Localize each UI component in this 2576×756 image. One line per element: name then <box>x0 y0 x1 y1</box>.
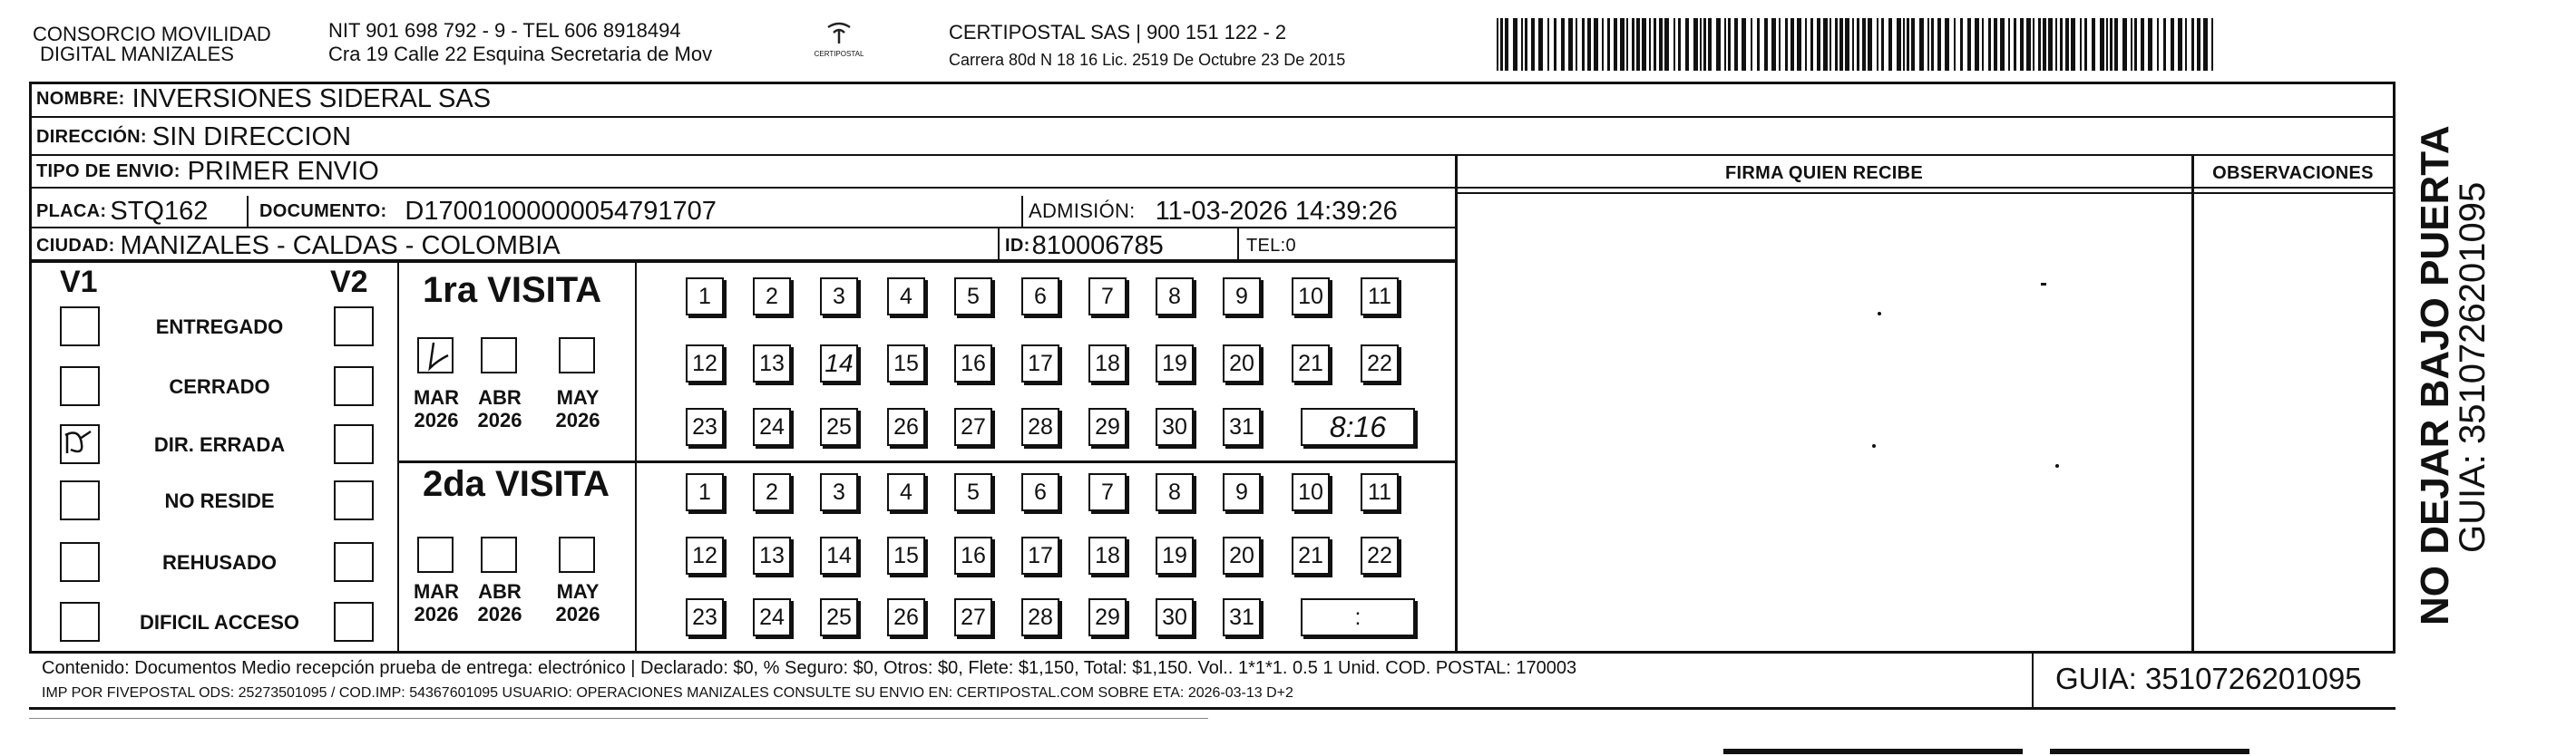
day-box[interactable]: 10 <box>1292 473 1330 511</box>
month-year: 2026 <box>414 603 459 625</box>
barcode-bar <box>2043 18 2046 71</box>
day-box[interactable]: 23 <box>686 408 724 446</box>
day-box[interactable]: 10 <box>1292 277 1330 315</box>
barcode-bar <box>1693 18 1698 71</box>
month-year: 2026 <box>477 409 522 431</box>
status-label: CERRADO <box>169 375 270 398</box>
barcode-bar <box>1513 18 1517 71</box>
placa-label: PLACA: <box>36 200 107 221</box>
barcode-bar <box>2060 18 2063 71</box>
barcode-bar <box>2131 18 2132 71</box>
barcode-bar <box>1881 18 1884 71</box>
day-box[interactable]: 19 <box>1156 344 1194 383</box>
month-label <box>546 386 610 431</box>
barcode-bar <box>2122 18 2127 71</box>
day-box[interactable]: 20 <box>1223 537 1261 575</box>
barcode-bar <box>1862 18 1866 71</box>
month-year: 2026 <box>555 603 600 625</box>
barcode-bar <box>1636 18 1640 71</box>
day-box[interactable]: 17 <box>1021 344 1059 383</box>
barcode-bar <box>2092 18 2095 71</box>
barcode-bar <box>1817 18 1820 71</box>
barcode-bar <box>1703 18 1706 71</box>
v2-checkbox[interactable] <box>334 424 374 464</box>
barcode-bar <box>2134 18 2137 71</box>
day-box[interactable]: 15 <box>887 537 925 575</box>
month-checkbox-marked[interactable] <box>417 337 454 373</box>
barcode-bar <box>1547 18 1549 71</box>
barcode-bar <box>1771 18 1776 71</box>
barcode-bar <box>2000 18 2005 71</box>
ink-speck <box>2041 283 2046 286</box>
day-box[interactable]: 14 <box>820 537 858 575</box>
month-name: ABR <box>478 386 522 409</box>
day-box[interactable]: 25 <box>820 408 858 446</box>
day-box[interactable]: 8 <box>1156 473 1194 511</box>
day-box[interactable]: 13 <box>753 344 791 383</box>
second-visit-title: 2da VISITA <box>423 464 610 504</box>
tel-value: 0 <box>1285 235 1296 256</box>
barcode-bar <box>1734 18 1738 71</box>
guia-footer: GUIA: 3510726201095 <box>2055 662 2362 695</box>
status-label: ENTREGADO <box>155 315 284 338</box>
documento-label: DOCUMENTO: <box>259 200 387 221</box>
nombre-label: NOMBRE: <box>36 88 125 109</box>
placa-value: STQ162 <box>110 196 209 226</box>
day-box[interactable]: 21 <box>1292 537 1330 575</box>
month-label <box>405 386 468 431</box>
barcode-bar <box>1620 18 1625 71</box>
v1-checkbox[interactable] <box>60 542 100 582</box>
barcode-bar <box>1919 18 1924 71</box>
tipo-envio-label: TIPO DE ENVIO: <box>36 160 181 181</box>
day-box[interactable]: 26 <box>887 408 925 446</box>
day-box[interactable]: 3 <box>820 473 858 511</box>
month-year: 2026 <box>477 603 522 625</box>
v2-checkbox[interactable] <box>334 306 374 346</box>
barcode-bar <box>1716 18 1721 71</box>
barcode-bar <box>1994 18 1997 71</box>
status-label: NO RESIDE <box>164 489 275 512</box>
barcode-bar <box>2211 18 2213 71</box>
month-name: MAR <box>413 386 460 409</box>
barcode-bar <box>1751 18 1752 71</box>
tel-row <box>1246 230 1296 261</box>
logo-icon <box>821 20 857 47</box>
v2-checkbox[interactable] <box>334 366 374 406</box>
admision-value: 11-03-2026 14:39:26 <box>1155 196 1398 226</box>
barcode-bar <box>1897 18 1901 71</box>
barcode-bar <box>1927 18 1929 71</box>
day-box[interactable]: 20 <box>1223 344 1261 383</box>
barcode-bar <box>2065 18 2069 71</box>
barcode-bar <box>2055 18 2057 71</box>
ciudad-row <box>36 230 561 261</box>
id-label: ID: <box>1005 235 1030 256</box>
barcode-bar <box>1779 18 1781 71</box>
month-label <box>468 580 532 625</box>
day-box[interactable]: 17 <box>1021 537 1059 575</box>
ink-speck <box>1872 444 1876 448</box>
nombre-row <box>36 83 491 114</box>
logo-text: CERTIPOSTAL <box>814 50 864 58</box>
direccion-value: SIN DIRECCION <box>151 121 352 151</box>
barcode-bar <box>2038 18 2041 71</box>
barcode-bar <box>1664 18 1669 71</box>
status-label: REHUSADO <box>162 551 277 574</box>
month-name: MAY <box>556 386 600 409</box>
day-box[interactable]: 11 <box>1361 277 1399 315</box>
day-box[interactable]: 25 <box>820 598 858 636</box>
barcode-bar <box>1607 18 1610 71</box>
guia-vertical: GUIA: 3510726201095 <box>2453 181 2493 553</box>
first-visit-title: 1ra VISITA <box>423 270 602 310</box>
barcode-bar <box>1954 18 1956 71</box>
imp-text: IMP POR FIVEPOSTAL ODS: 25273501095 / COD.IMP: 54367601095 USUARIO: OPERACIONES MANIZALES CONSULTE SU ENVIO EN: CERTIPOSTAL.COM SOBRE ETA: 2026-03-13 D+2 <box>42 685 1293 701</box>
barcode-bar <box>1960 18 1963 71</box>
day-box[interactable]: 5 <box>954 473 992 511</box>
barcode-bar <box>1594 18 1598 71</box>
barcode-bar <box>1728 18 1731 71</box>
barcode-bar <box>1500 18 1503 71</box>
day-box[interactable]: 6 <box>1021 277 1059 315</box>
placa-row <box>36 196 208 227</box>
day-box[interactable]: 4 <box>887 473 925 511</box>
month-checkbox[interactable] <box>481 337 517 373</box>
ink-speck <box>2055 464 2059 468</box>
barcode-bar <box>1576 18 1577 71</box>
month-checkbox[interactable] <box>481 537 517 573</box>
documento-value: D17001000000054791707 <box>405 196 717 226</box>
courier-line2: Carrera 80d N 18 16 Lic. 2519 De Octubre 23 De 2015 <box>949 51 1346 69</box>
month-checkbox[interactable] <box>417 537 454 573</box>
barcode-bar <box>2141 18 2144 71</box>
day-box[interactable]: 2 <box>753 473 791 511</box>
barcode-bar <box>1626 18 1628 71</box>
day-box[interactable]: 28 <box>1021 408 1059 446</box>
barcode-bar <box>2197 18 2200 71</box>
day-box[interactable]: 18 <box>1088 537 1127 575</box>
barcode-bar <box>2157 18 2159 71</box>
day-box[interactable]: 23 <box>686 598 724 636</box>
barcode-bar <box>2071 18 2075 71</box>
day-box[interactable]: 9 <box>1223 473 1261 511</box>
barcode-bar <box>2026 18 2031 71</box>
tel-label: TEL: <box>1246 235 1286 256</box>
month-name: ABR <box>478 580 522 603</box>
day-box[interactable]: 29 <box>1088 598 1127 636</box>
v1-checkbox[interactable] <box>60 480 100 520</box>
nombre-value: INVERSIONES SIDERAL SAS <box>132 83 492 113</box>
month-checkbox[interactable] <box>559 337 595 373</box>
v2-checkbox[interactable] <box>334 480 374 520</box>
barcode-bar <box>1642 18 1646 71</box>
company-name-line1: CONSORCIO MOVILIDAD <box>33 23 271 45</box>
day-box[interactable]: 30 <box>1156 598 1194 636</box>
barcode-bar <box>1852 18 1854 71</box>
day-box[interactable]: 27 <box>954 408 992 446</box>
month-checkbox[interactable] <box>559 537 595 573</box>
barcode-bar <box>1764 18 1768 71</box>
nit-line2: Cra 19 Calle 22 Esquina Secretaria de Mov <box>328 43 713 65</box>
barcode-bar <box>1967 18 1971 71</box>
barcode-bar <box>1805 18 1807 71</box>
barcode-bar <box>1945 18 1949 71</box>
month-label <box>546 580 610 625</box>
barcode-bar <box>1823 18 1828 71</box>
barcode-bar <box>2203 18 2208 71</box>
day-box[interactable]: 1 <box>686 473 724 511</box>
day-box-marked[interactable]: 14 <box>820 344 858 383</box>
time-box[interactable]: 8:16 <box>1301 408 1415 446</box>
day-box[interactable]: 3 <box>820 277 858 315</box>
month-name: MAY <box>556 580 600 603</box>
barcode-bar <box>1505 18 1508 71</box>
admision-label: ADMISIÓN: <box>1029 199 1136 222</box>
barcode-bar <box>1568 18 1573 71</box>
barcode-bar <box>1654 18 1656 71</box>
id-value: 810006785 <box>1031 230 1164 260</box>
barcode-bar <box>1868 18 1872 71</box>
admision-row <box>1029 196 1398 227</box>
barcode-bar <box>1538 18 1543 71</box>
barcode-bar <box>1903 18 1905 71</box>
month-label <box>468 386 532 431</box>
barcode-bar <box>1877 18 1878 71</box>
day-box[interactable]: 31 <box>1223 408 1261 446</box>
company-name-line2: DIGITAL MANIZALES <box>40 43 234 65</box>
barcode-bar <box>2100 18 2104 71</box>
barcode-bar <box>2106 18 2108 71</box>
courier-line1: CERTIPOSTAL SAS | 900 151 122 - 2 <box>949 21 1287 44</box>
tipo-envio-row <box>36 156 379 187</box>
ink-speck <box>1878 312 1881 315</box>
day-box[interactable]: 12 <box>686 344 724 383</box>
day-box[interactable]: 8 <box>1156 277 1194 315</box>
barcode-bar <box>1521 18 1523 71</box>
day-box[interactable]: 21 <box>1292 344 1330 383</box>
barcode-bar <box>1531 18 1535 71</box>
day-box[interactable]: 15 <box>887 344 925 383</box>
day-box[interactable]: 4 <box>887 277 925 315</box>
barcode-bar <box>1911 18 1915 71</box>
barcode-bar <box>1685 18 1689 71</box>
day-box[interactable]: 28 <box>1021 598 1059 636</box>
barcode-bar <box>1791 18 1794 71</box>
status-label: DIFICIL ACCESO <box>139 611 299 634</box>
barcode-bar <box>2080 18 2082 71</box>
day-box[interactable]: 29 <box>1088 408 1127 446</box>
day-box[interactable]: 24 <box>753 408 791 446</box>
barcode-bar <box>2171 18 2174 71</box>
barcode-bar <box>2114 18 2118 71</box>
barcode-bar <box>1632 18 1634 71</box>
certipostal-logo <box>807 20 871 58</box>
barcode-bar <box>1659 18 1663 71</box>
v1-checkbox[interactable] <box>60 602 100 642</box>
barcode-bar <box>2084 18 2087 71</box>
day-box[interactable]: 9 <box>1223 277 1261 315</box>
barcode-bar <box>1857 18 1859 71</box>
day-box[interactable]: 1 <box>686 277 724 315</box>
barcode-bar <box>2185 18 2187 71</box>
barcode-bar <box>2163 18 2166 71</box>
direccion-row <box>36 121 351 152</box>
barcode-bar <box>1673 18 1675 71</box>
barcode-bar <box>1757 18 1760 71</box>
barcode-bar <box>1561 18 1565 71</box>
barcode-bar <box>1649 18 1651 71</box>
day-box[interactable]: 16 <box>954 537 992 575</box>
barcode-bar <box>1602 18 1604 71</box>
barcode-bar <box>1937 18 1941 71</box>
barcode-bar <box>1982 18 1984 71</box>
barcode-bar <box>1554 18 1556 71</box>
day-box[interactable]: 19 <box>1156 537 1194 575</box>
month-name: MAR <box>413 580 460 603</box>
day-box[interactable]: 22 <box>1361 344 1399 383</box>
day-box[interactable]: 16 <box>954 344 992 383</box>
barcode-bar <box>2110 18 2113 71</box>
barcode-bar <box>1700 18 1702 71</box>
direccion-label: DIRECCIÓN: <box>36 126 147 147</box>
v2-header: V2 <box>330 265 368 299</box>
day-box[interactable]: 30 <box>1156 408 1194 446</box>
barcode-bar <box>1845 18 1849 71</box>
barcode <box>1497 18 2222 71</box>
observaciones-label: OBSERVACIONES <box>2212 163 2374 183</box>
day-box[interactable]: 2 <box>753 277 791 315</box>
month-year: 2026 <box>414 409 459 431</box>
month-label <box>405 580 468 625</box>
nit-line1: NIT 901 698 792 - 9 - TEL 606 8918494 <box>328 19 681 42</box>
day-box[interactable]: 27 <box>954 598 992 636</box>
no-dejar-bajo-puerta: NO DEJAR BAJO PUERTA <box>2413 125 2457 625</box>
ciudad-label: CIUDAD: <box>36 235 115 256</box>
v1-header: V1 <box>60 265 98 299</box>
day-box[interactable]: 5 <box>954 277 992 315</box>
barcode-bar <box>1497 18 1498 71</box>
barcode-bar <box>1839 18 1843 71</box>
time-box[interactable]: : <box>1301 598 1415 636</box>
barcode-bar <box>2014 18 2016 71</box>
barcode-bar <box>1582 18 1585 71</box>
day-box[interactable]: 24 <box>753 598 791 636</box>
barcode-bar <box>2033 18 2034 71</box>
day-box[interactable]: 7 <box>1088 473 1127 511</box>
barcode-bar <box>1785 18 1788 71</box>
day-box[interactable]: 12 <box>686 537 724 575</box>
barcode-bar <box>1678 18 1681 71</box>
barcode-bar <box>2048 18 2053 71</box>
barcode-bar <box>1614 18 1617 71</box>
day-box[interactable]: 31 <box>1223 598 1261 636</box>
day-box[interactable]: 22 <box>1361 537 1399 575</box>
tipo-envio-value: PRIMER ENVIO <box>187 156 379 186</box>
barcode-bar <box>1975 18 1979 71</box>
day-box[interactable]: 26 <box>887 598 925 636</box>
v1-checkbox[interactable] <box>60 366 100 406</box>
barcode-bar <box>1742 18 1746 71</box>
firma-label: FIRMA QUIEN RECIBE <box>1725 163 1923 183</box>
day-box[interactable]: 7 <box>1088 277 1127 315</box>
barcode-bar <box>2178 18 2182 71</box>
barcode-bar <box>1587 18 1591 71</box>
id-row <box>1005 230 1164 261</box>
contenido-text: Contenido: Documentos Medio recepción prueba de entrega: electrónico | Declarado: $0, % Seguro: $0, Otros: $0, Flete: $1,150, Total: $1,150. Vol.. 1*1*1. 0.5 1 Unid. COD. POSTAL: 170003 <box>42 658 1577 678</box>
day-box[interactable]: 13 <box>753 537 791 575</box>
day-box[interactable]: 6 <box>1021 473 1059 511</box>
day-box[interactable]: 18 <box>1088 344 1127 383</box>
barcode-bar <box>1724 18 1726 71</box>
barcode-bar <box>1931 18 1934 71</box>
barcode-bar <box>1708 18 1712 71</box>
barcode-bar <box>1988 18 1991 71</box>
barcode-bar <box>1810 18 1813 71</box>
documento-row <box>259 196 717 227</box>
v2-checkbox[interactable] <box>334 602 374 642</box>
status-label: DIR. ERRADA <box>153 433 286 456</box>
barcode-bar <box>2020 18 2024 71</box>
ciudad-value: MANIZALES - CALDAS - COLOMBIA <box>120 230 561 260</box>
barcode-bar <box>1797 18 1801 71</box>
barcode-bar <box>2191 18 2194 71</box>
barcode-bar <box>2008 18 2010 71</box>
barcode-bar <box>1830 18 1831 71</box>
barcode-bar <box>1907 18 1909 71</box>
month-year: 2026 <box>555 409 600 431</box>
v1-checkbox-marked[interactable] <box>60 424 100 464</box>
v2-checkbox[interactable] <box>334 542 374 582</box>
barcode-bar <box>1525 18 1527 71</box>
barcode-bar <box>2148 18 2152 71</box>
barcode-bar <box>1835 18 1838 71</box>
v1-checkbox[interactable] <box>60 306 100 346</box>
barcode-bar <box>1888 18 1892 71</box>
day-box[interactable]: 11 <box>1361 473 1399 511</box>
